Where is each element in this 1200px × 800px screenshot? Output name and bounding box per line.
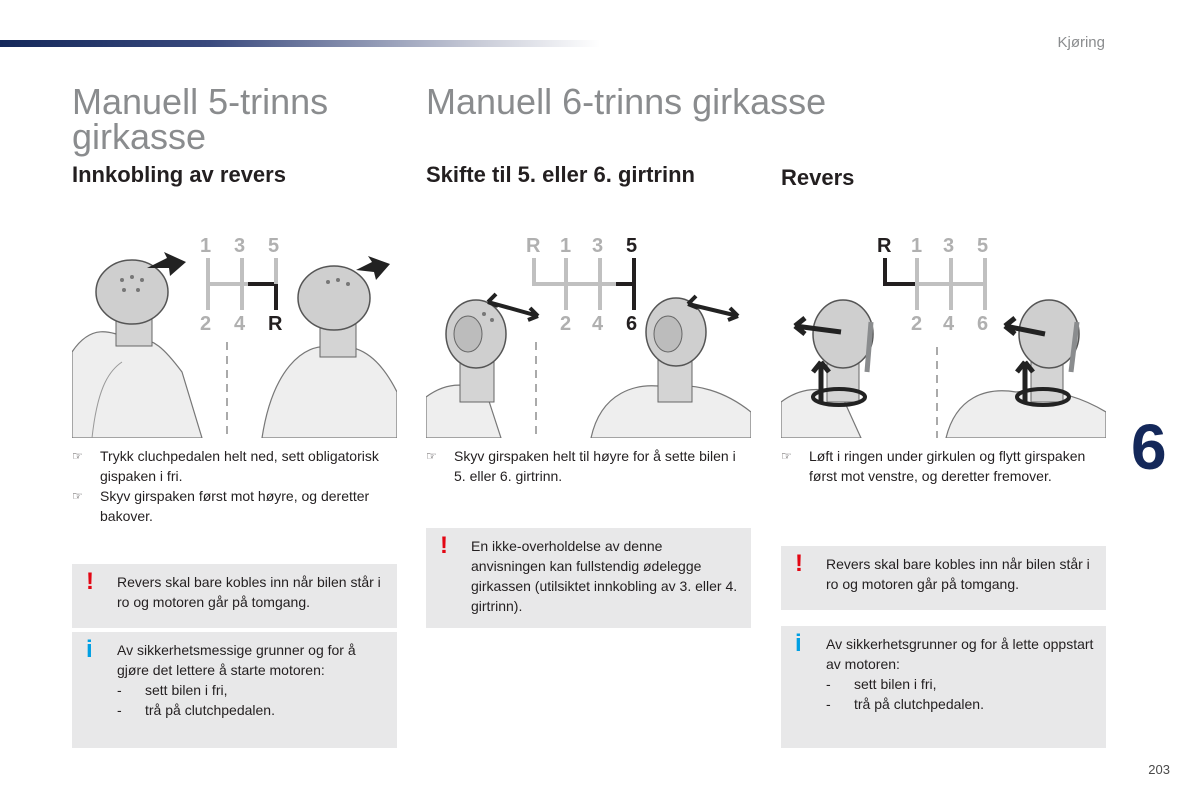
gearshift-illustration-6-speed [426, 222, 751, 438]
page-number: 203 [1148, 762, 1170, 777]
list-item: - trå på clutchpedalen. [826, 696, 984, 712]
warning-text: Revers skal bare kobles inn når bilen står i ro og motoren går på tomgang. [117, 574, 381, 610]
hand-pointer-icon: ☞ [72, 489, 83, 503]
section-label: Kjøring [1057, 34, 1105, 51]
gear-label-4: 4 [234, 313, 246, 335]
warning-text: En ikke-overholdelse av denne anvisningen kan fullstendig ødelegge girkassen (utilsiktet innkobling av 3. eller 4. girtrinn). [471, 538, 738, 614]
gear-label-2: 2 [560, 313, 572, 335]
info-box-reverse-6 [781, 626, 1106, 748]
gearshift-illustration-reverse [781, 222, 1106, 438]
list-item: - sett bilen i fri, [117, 682, 228, 698]
list-item: ☞ Skyv girspaken først mot høyre, og deretter bakover. [72, 488, 370, 524]
gear-label-2: 2 [911, 313, 923, 335]
heading-reverse-6: Revers [781, 165, 855, 190]
bullets-reverse-5 [72, 446, 402, 526]
info-text: Av sikkerhetsgrunner og for å lette oppstart av motoren: [826, 636, 1094, 672]
info-icon: i [795, 630, 802, 657]
warning-box-reverse-5 [72, 564, 397, 628]
list-item: ☞ Trykk cluchpedalen helt ned, sett obligatorisk gispaken i fri. [72, 448, 379, 484]
gear-label-3: 3 [592, 235, 604, 257]
gearshift-illustration-5-speed [72, 222, 397, 438]
hand-pointer-icon: ☞ [426, 449, 437, 463]
gear-label-4: 4 [592, 313, 604, 335]
gear-label-1: 1 [911, 235, 923, 257]
gear-label-5: 5 [977, 235, 989, 257]
chapter-number: 6 [1131, 411, 1167, 483]
gear-label-5: 5 [268, 235, 280, 257]
warning-icon: ! [795, 550, 803, 577]
list-item: - trå på clutchpedalen. [117, 702, 275, 718]
warning-box-shift-5-6 [426, 528, 751, 628]
warning-icon: ! [440, 532, 448, 559]
gear-label-5: 5 [626, 235, 638, 257]
gear-label-r: R [268, 313, 283, 335]
warning-box-reverse-6 [781, 546, 1106, 610]
header-gradient-bar [0, 40, 600, 47]
gear-label-3: 3 [234, 235, 246, 257]
warning-icon: ! [86, 568, 94, 595]
title-5-speed: Manuell 5-trinns girkasse [72, 81, 329, 157]
list-item: ☞ Skyv girspaken helt til høyre for å sette bilen i 5. eller 6. girtrinn. [426, 448, 736, 484]
gear-label-3: 3 [943, 235, 955, 257]
gear-label-r: R [877, 235, 892, 257]
gear-label-6: 6 [977, 313, 989, 335]
heading-shift-5-6: Skifte til 5. eller 6. girtrinn [426, 162, 695, 187]
gear-label-6: 6 [626, 313, 638, 335]
info-icon: i [86, 636, 93, 663]
gear-label-1: 1 [560, 235, 572, 257]
title-6-speed: Manuell 6-trinns girkasse [426, 81, 827, 122]
info-box-reverse-5 [72, 632, 397, 748]
bullets-reverse-6 [781, 446, 1091, 486]
gear-label-4: 4 [943, 313, 955, 335]
bullets-shift-5-6 [426, 446, 736, 486]
hand-pointer-icon: ☞ [72, 449, 83, 463]
list-item: - sett bilen i fri, [826, 676, 937, 692]
gear-label-2: 2 [200, 313, 212, 335]
hand-pointer-icon: ☞ [781, 449, 792, 463]
gear-label-r: R [526, 235, 541, 257]
warning-text: Revers skal bare kobles inn når bilen står i ro og motoren går på tomgang. [826, 556, 1090, 592]
gear-label-1: 1 [200, 235, 212, 257]
list-item: ☞ Løft i ringen under girkulen og flytt girspaken først mot venstre, og deretter fremover. [781, 448, 1086, 484]
heading-reverse-5: Innkobling av revers [72, 162, 286, 187]
info-text: Av sikkerhetsmessige grunner og for å gjøre det lettere å starte motoren: [117, 642, 356, 678]
